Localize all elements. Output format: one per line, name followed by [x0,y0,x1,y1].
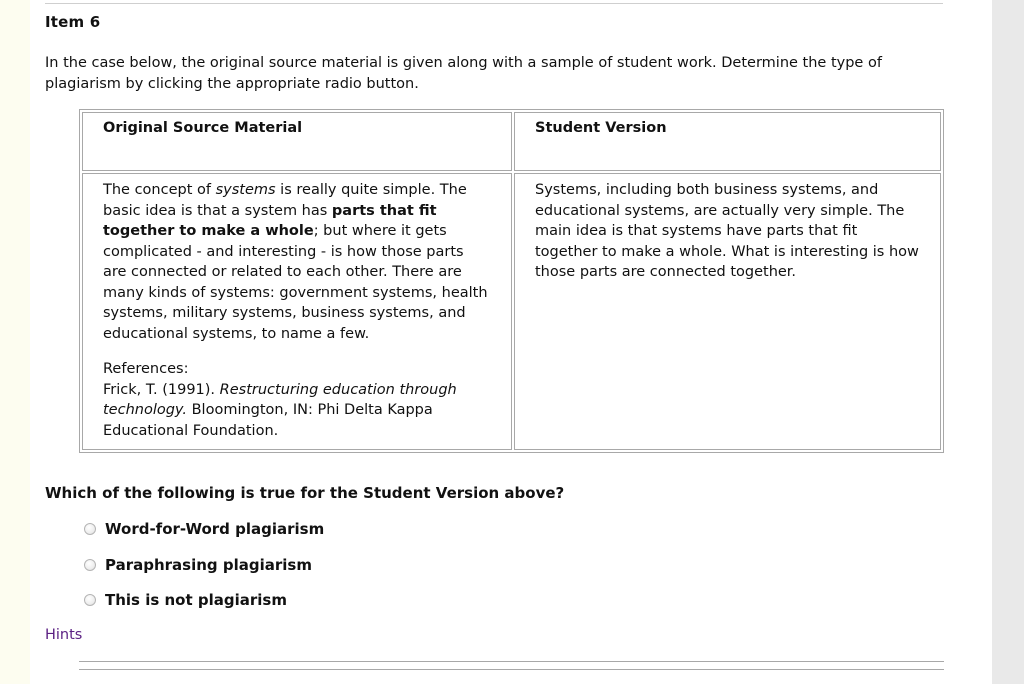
radio-paraphrasing[interactable] [84,559,96,571]
question-text: Which of the following is true for the Student Version above? [45,484,565,502]
references [103,359,491,441]
option-label[interactable]: Paraphrasing plagiarism [105,556,312,574]
hints-link[interactable]: Hints [45,627,83,643]
references-label: References: [103,361,189,377]
bottom-divider [79,661,944,662]
original-source-text: The concept of systems is really quite simple. The basic idea is that a system has parts that fit together to make a whole; but where it gets complicated - and interesting - is how those parts are connected or related to each other. There are many kinds of systems: government systems, health systems, military systems, business systems, and educational systems, to name a few. [103,182,488,342]
original-source-cell [82,173,512,450]
option-word-for-word[interactable] [84,520,324,538]
item-title: Item 6 [45,13,101,31]
top-divider [45,3,943,4]
reference-citation: Frick, T. (1991). Restructuring education through technology. Bloomington, IN: Phi Delta Kappa Educational Foundation. [103,381,457,439]
radio-not-plagiarism[interactable] [84,594,96,606]
option-label[interactable]: This is not plagiarism [105,591,287,609]
option-not-plagiarism[interactable] [84,591,287,609]
student-version-text: Systems, including both business systems, and educational systems, are actually very simple. The main idea is that systems have parts that fit together to make a whole. What is interesting is how those parts are connected together. [535,182,919,280]
radio-word-for-word[interactable] [84,523,96,535]
option-label[interactable]: Word-for-Word plagiarism [105,520,325,538]
header-student-version: Student Version [514,112,941,171]
bottom-divider-2 [79,669,944,670]
header-original-source: Original Source Material [82,112,512,171]
instructions: In the case below, the original source material is given along with a sample of student work. Determine the type of plagiarism by clicking the appropriate radio button. [45,55,882,92]
comparison-table [79,109,944,453]
student-version-cell [514,173,941,450]
right-scroll-area [992,0,1024,684]
option-paraphrasing[interactable] [84,556,312,574]
left-margin [0,0,30,684]
